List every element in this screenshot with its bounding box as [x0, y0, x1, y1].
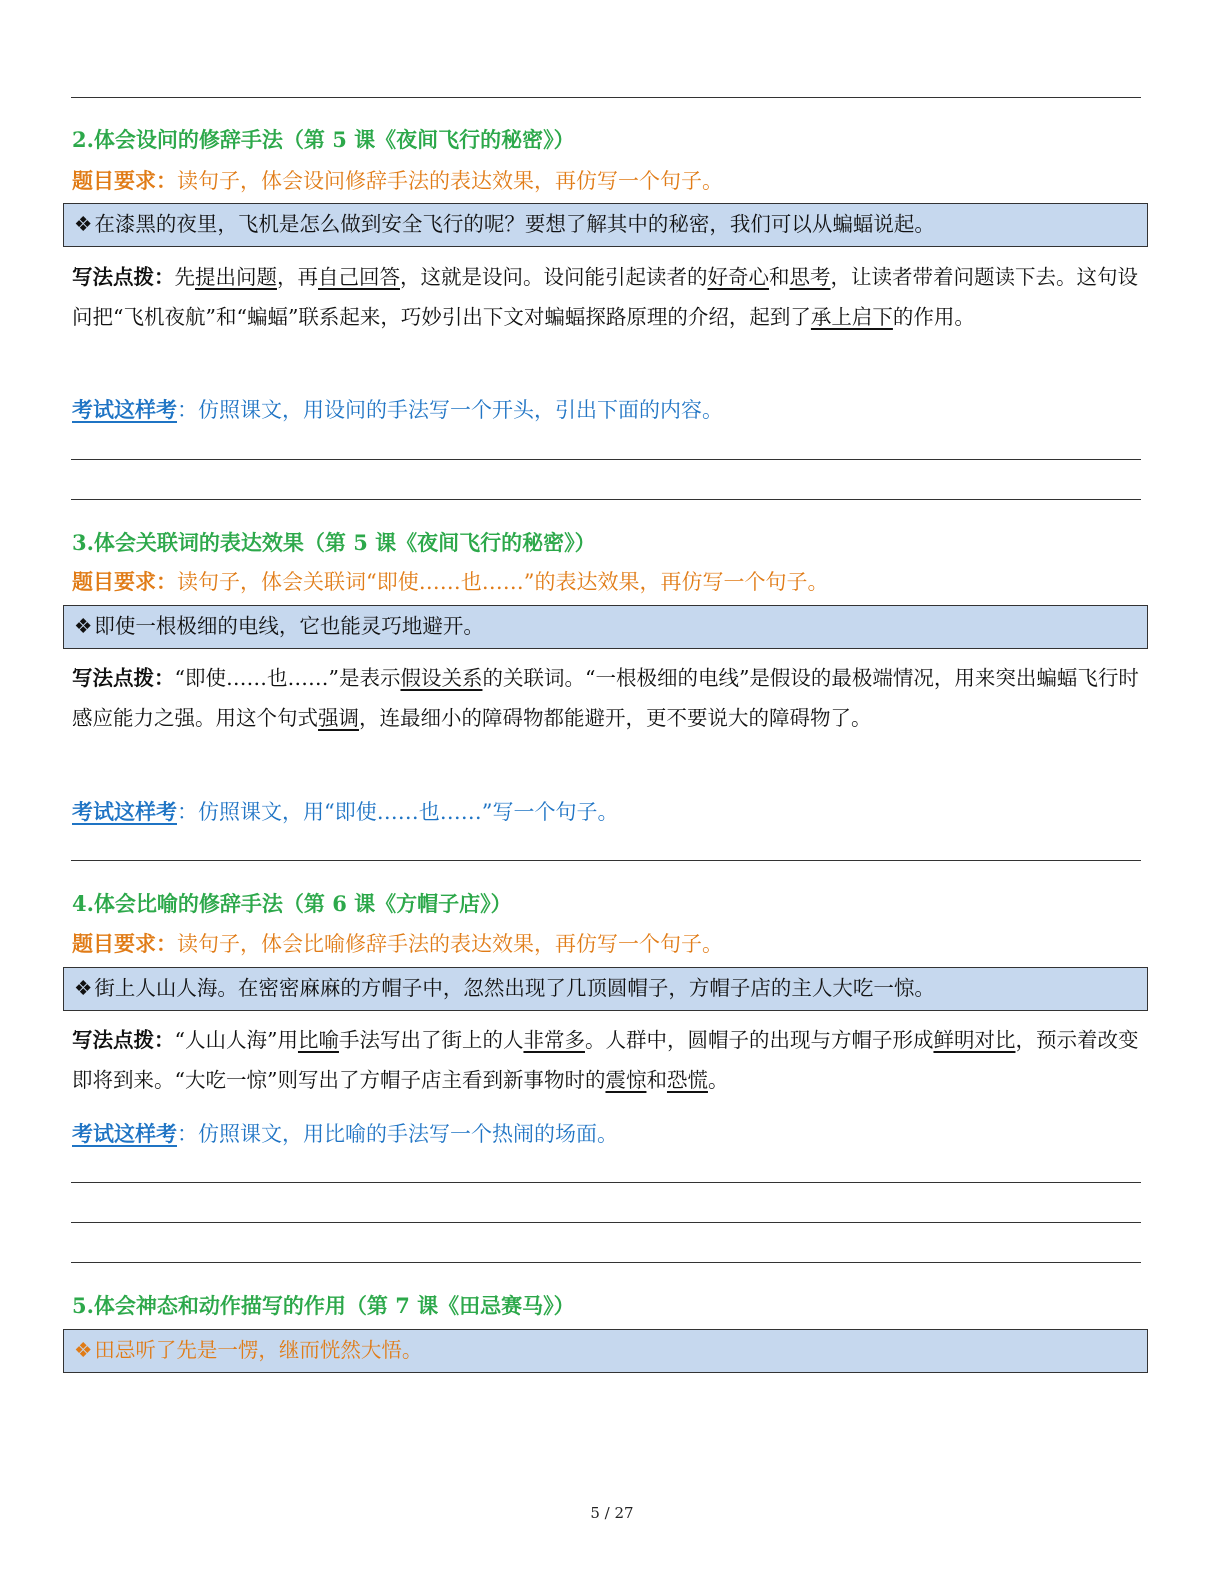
tip-text: “人山人海”用 [174, 1028, 298, 1052]
tip-underlined: 强调 [318, 706, 359, 730]
tip-underlined: 假设关系 [400, 666, 483, 690]
tip-text: 手法写出了街上的人 [338, 1028, 524, 1052]
requirement-text: 读句子，体会比喻修辞手法的表达效果，再仿写一个句子。 [177, 932, 723, 956]
exam-text: ：仿照课文，用“即使……也……”写一个句子。 [177, 800, 619, 824]
section-3-tip [72, 658, 1142, 738]
quote-sentence: 田忌听了先是一愣，继而恍然大悟。 [94, 1338, 423, 1362]
exam-label: 考试这样考 [72, 397, 177, 422]
quote-sentence: 即使一根极细的电线，它也能灵巧地避开。 [94, 614, 484, 638]
tip-underlined: 思考 [789, 265, 831, 289]
diamond-bullet-icon: ❖ [74, 212, 93, 236]
section-5-quote-box [63, 1329, 1148, 1373]
exam-text: ：仿照课文，用设问的手法写一个开头，引出下面的内容。 [177, 398, 723, 422]
answer-line [71, 1182, 1141, 1183]
exam-label: 考试这样考 [72, 1121, 177, 1146]
diamond-bullet-icon: ❖ [74, 1338, 93, 1362]
section-4-title: 4.体会比喻的修辞手法（第 6 课《方帽子店》） [72, 891, 512, 916]
tip-label: 写法点拨： [72, 1028, 175, 1052]
tip-label: 写法点拨： [72, 265, 175, 289]
quote-sentence: 在漆黑的夜里，飞机是怎么做到安全飞行的呢？要想了解其中的秘密，我们可以从蝙蝠说起。 [94, 212, 935, 236]
section-2-requirement [72, 165, 723, 195]
requirement-label: 题目要求： [72, 569, 177, 594]
section-3-requirement [72, 566, 828, 596]
section-2-quote-box [63, 203, 1148, 247]
tip-text: ，这就是设问。设问能引起读者的 [400, 265, 708, 289]
quote-sentence: 街上人山人海。在密密麻麻的方帽子中，忽然出现了几顶圆帽子，方帽子店的主人大吃一惊。 [94, 976, 935, 1000]
tip-underlined: 比喻 [297, 1028, 339, 1052]
section-4-tip [72, 1020, 1142, 1100]
section-3-exam [72, 796, 618, 826]
tip-underlined: 鲜明对比 [933, 1028, 1016, 1052]
tip-underlined: 提出问题 [195, 265, 277, 289]
section-4-requirement [72, 928, 723, 958]
tip-text: 。人群中，圆帽子的出现与方帽子形成 [584, 1028, 934, 1052]
tip-underlined: 承上启下 [810, 305, 893, 329]
tip-underlined: 好奇心 [707, 265, 769, 289]
tip-underlined: 自己回答 [318, 265, 400, 289]
tip-text: 的作用。 [892, 305, 975, 329]
section-3-title: 3.体会关联词的表达效果（第 5 课《夜间飞行的秘密》） [72, 530, 596, 555]
answer-line [71, 499, 1141, 500]
tip-text: ，连最细小的障碍物都能避开，更不要说大的障碍物了。 [359, 706, 872, 730]
section-4-quote-box [63, 967, 1148, 1011]
tip-text: 的关联词。“一根极细的电线”是假设的最极端情况，用来突出蝙蝠飞行时感应能力之强。用这个句式 [72, 666, 1139, 730]
tip-text: 先 [174, 265, 195, 289]
tip-underlined: 非常多 [523, 1028, 585, 1052]
tip-text: 和 [769, 265, 790, 289]
tip-text: 和 [646, 1068, 667, 1092]
section-2-exam [72, 394, 723, 424]
requirement-text: 读句子，体会设问修辞手法的表达效果，再仿写一个句子。 [177, 169, 723, 193]
answer-line [71, 1262, 1141, 1263]
answer-line [71, 1222, 1141, 1223]
tip-underlined: 恐慌 [666, 1068, 708, 1092]
diamond-bullet-icon: ❖ [74, 614, 93, 638]
requirement-label: 题目要求： [72, 168, 177, 193]
tip-label: 写法点拨： [72, 666, 175, 690]
section-2-tip [72, 257, 1142, 337]
divider-rule [71, 97, 1141, 98]
tip-text: ，再 [277, 265, 318, 289]
tip-text: ，预示着改变即将到来。“大吃一惊”则写出了方帽子店主看到新事物时的 [72, 1028, 1139, 1092]
answer-line [71, 860, 1141, 861]
tip-text: 。 [707, 1068, 729, 1092]
requirement-label: 题目要求： [72, 931, 177, 956]
answer-line [71, 459, 1141, 460]
requirement-text: 读句子，体会关联词“即使……也……”的表达效果，再仿写一个句子。 [177, 570, 829, 594]
section-2-title: 2.体会设问的修辞手法（第 5 课《夜间飞行的秘密》） [72, 127, 575, 152]
section-4-exam [72, 1118, 618, 1148]
exam-text: ：仿照课文，用比喻的手法写一个热闹的场面。 [177, 1122, 618, 1146]
tip-underlined: 震惊 [605, 1068, 647, 1092]
tip-text: “即使……也……”是表示 [174, 666, 401, 690]
tip-text: ，让读者带着问题读下去。这句设问把“飞机夜航”和“蝙蝠”联系起来，巧妙引出下文对蝙蝠探路原理的介绍，起到了 [72, 265, 1138, 329]
page-number: 5 / 27 [590, 1504, 634, 1522]
section-5-title: 5.体会神态和动作描写的作用（第 7 课《田忌赛马》） [72, 1293, 575, 1318]
diamond-bullet-icon: ❖ [74, 976, 93, 1000]
exam-label: 考试这样考 [72, 799, 177, 824]
section-3-quote-box [63, 605, 1148, 649]
